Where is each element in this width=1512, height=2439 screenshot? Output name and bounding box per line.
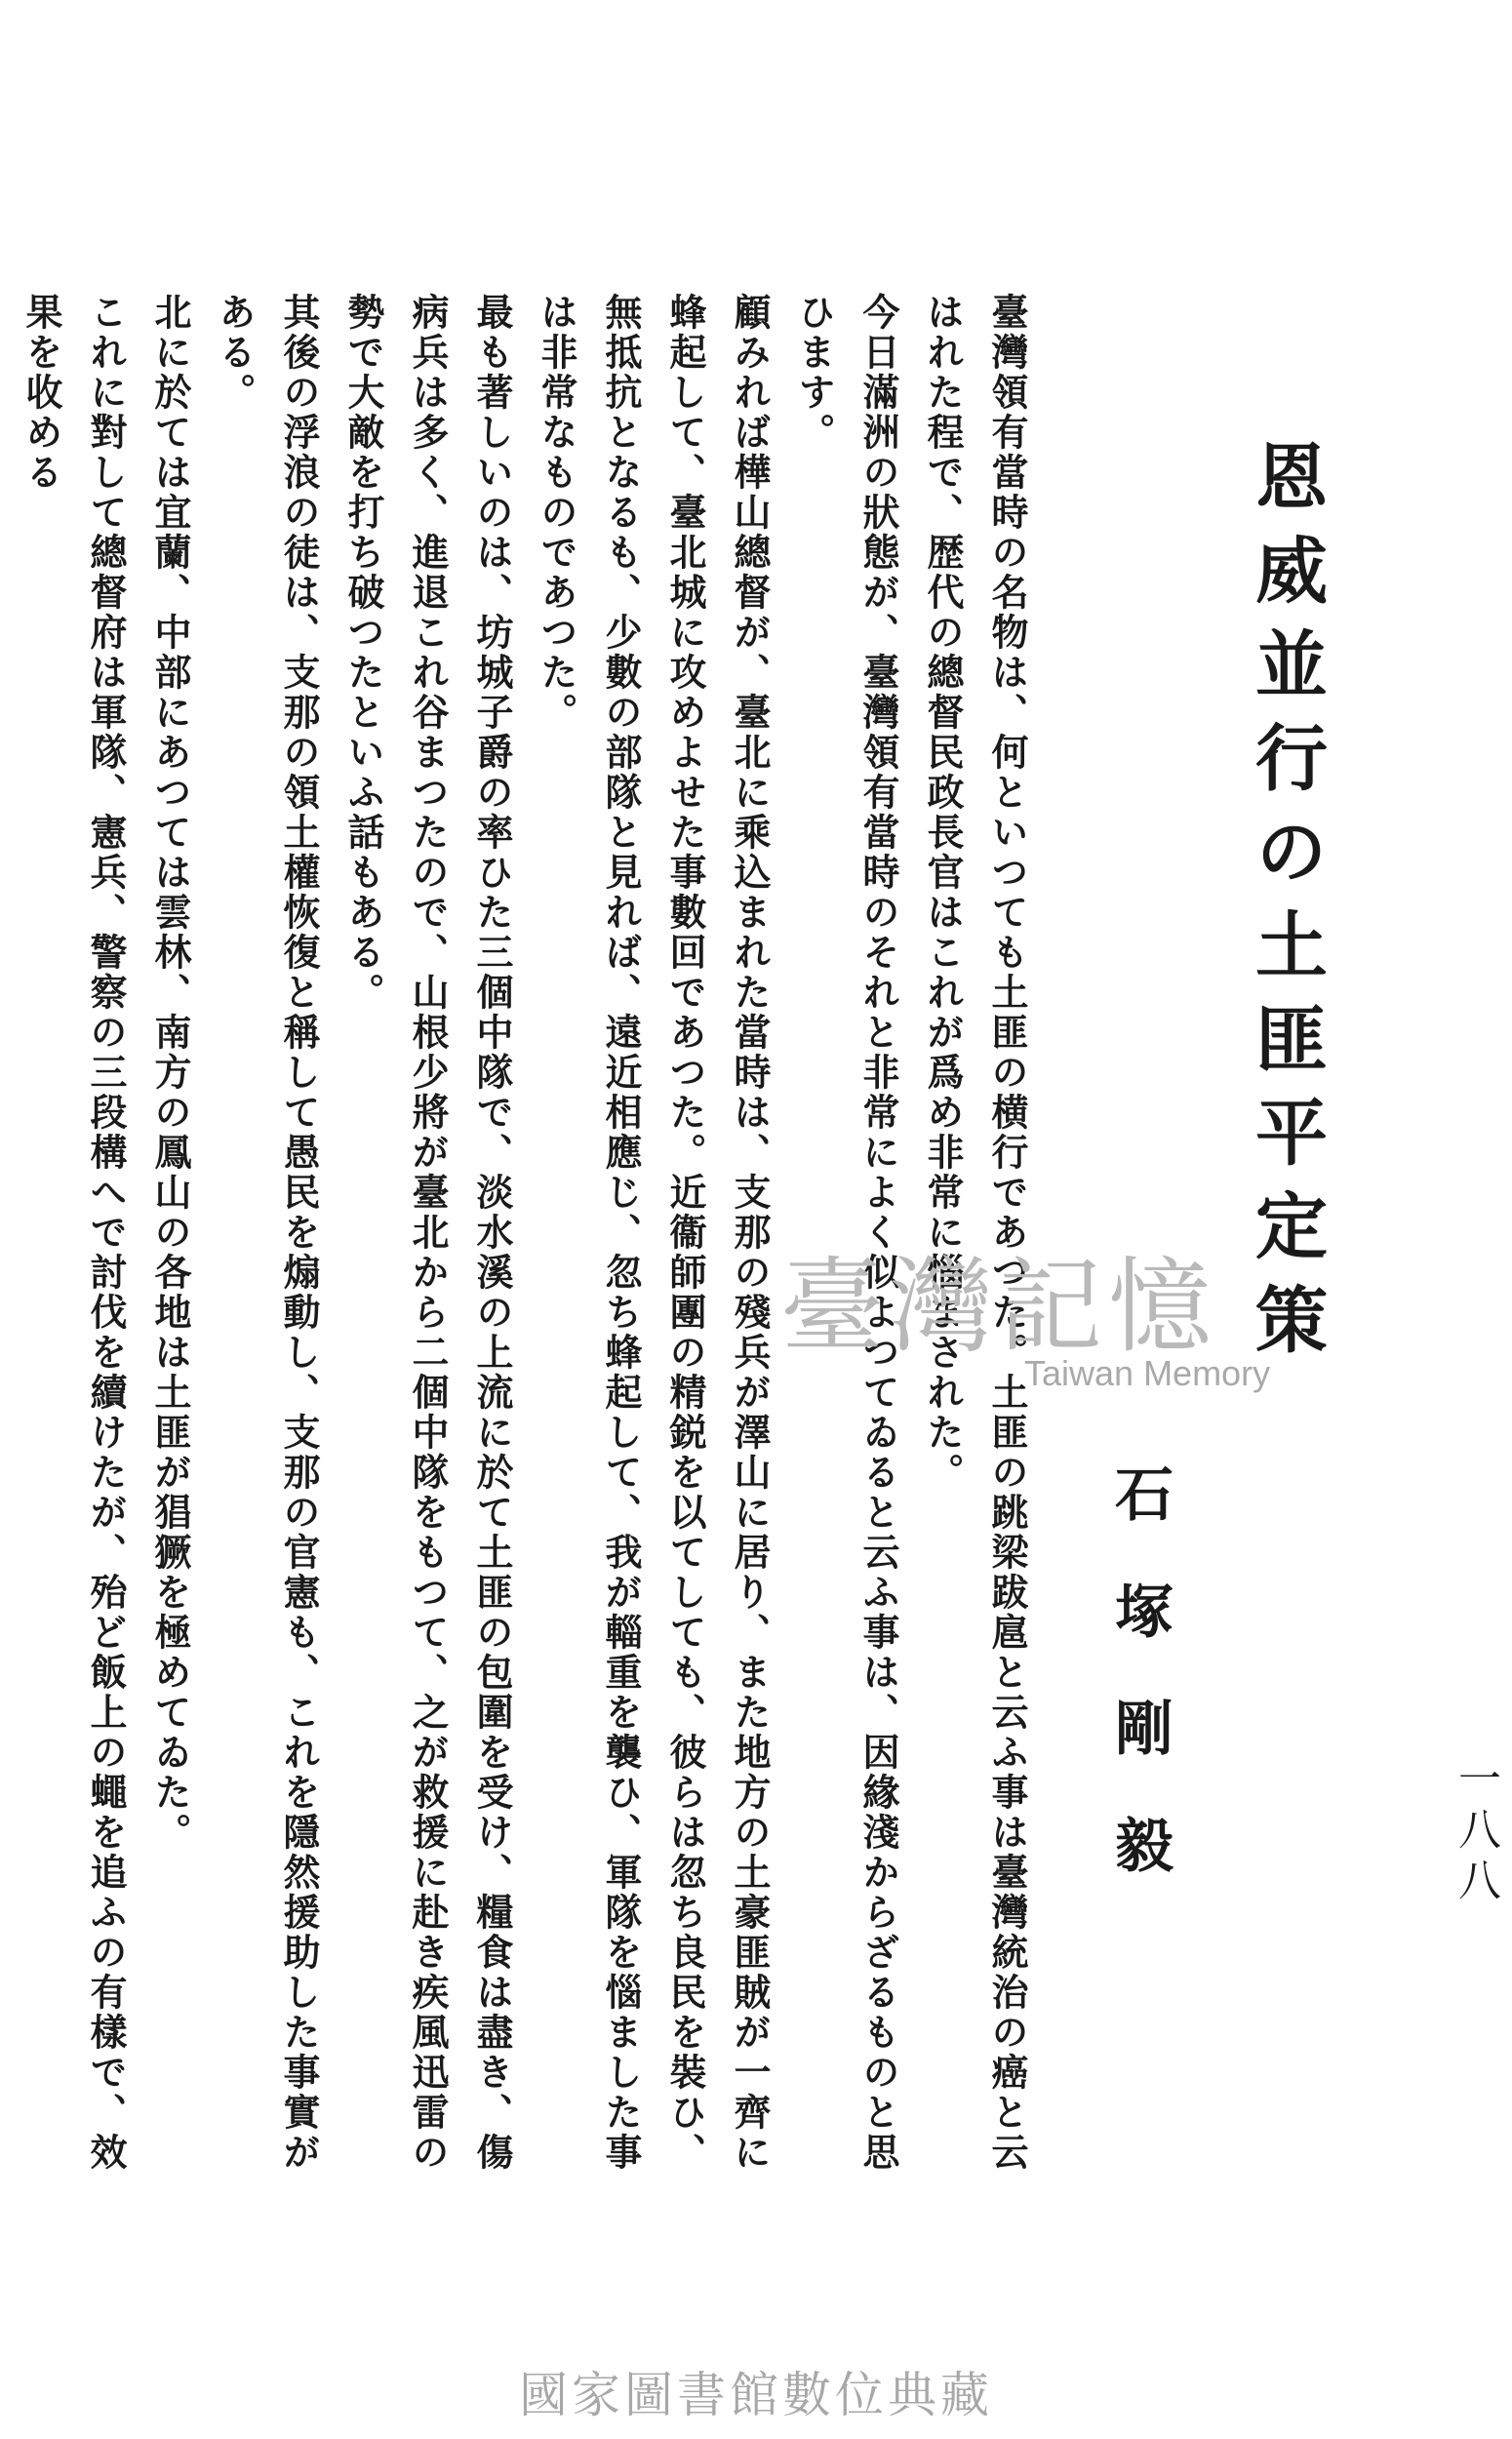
paragraph: 最も著しいのは、坊城子爵の率ひた三個中隊で、淡水溪の上流に於て土匪の包圍を受け、糧食は盡き、傷病兵は多く、進退これ谷まつたので、山根少將が臺北から二個中隊をもつて、之が救援に赴き疾風迅雷の勢で大敵を打ち破つたといふ話もある。 [341, 293, 514, 2173]
paragraph: 顧みれば樺山總督が、臺北に乘込まれた當時は、支那の殘兵が澤山に居り、また地方の土豪匪賊が一齊に蜂起して、臺北城に攻めよせた事數回であつた。近衞師團の精鋭を以てしても、彼らは忽ち良民を裝ひ、無抵抗となるも、少數の部隊と見れば、遠近相應じ、忽ち蜂起して、我が輜重を襲ひ、軍隊を惱ました事は非常なものであつた。 [535, 293, 772, 2173]
author-name: 石塚剛毅 [1105, 1463, 1174, 1932]
article-title: 恩威並行の土匪平定策 [1244, 439, 1328, 1376]
watermark-text: 臺灣記憶 [780, 1247, 1217, 1367]
watermark-subtext: Taiwan Memory [1024, 1353, 1271, 1393]
paragraph: 臺灣領有當時の名物は、何といつても土匪の横行であつた。土匪の跳梁跋扈と云ふ事は臺灣統治の癌と云はれた程で、歴代の總督民政長官はこれが爲め非常に惱まされた。 [921, 293, 1029, 2173]
paragraph: 北に於ては宜蘭、中部にあつては雲林、南方の鳳山の各地は土匪が猖獗を極めてゐた。 [148, 293, 192, 1853]
footer-credit: 國家圖書館數位典藏 [519, 2367, 993, 2423]
paragraph: これに對して總督府は軍隊、憲兵、警察の三段構へで討伐を續けたが、殆ど飯上の蠅を追ふの有樣で、效果を收める [20, 293, 128, 2173]
paragraph: 今日滿洲の狀態が、臺灣領有當時のそれと非常によく似よつてゐると云ふ事は、因緣淺からざるものと思ひます。 [792, 293, 900, 2173]
page-number: 一八八 [1451, 1756, 1500, 1908]
paragraph: 其後の浮浪の徒は、支那の領土權恢復と稱して愚民を煽動し、支那の官憲も、これを隱然援助した事實がある。 [213, 293, 321, 2173]
watermark-logo [780, 1224, 1288, 1400]
